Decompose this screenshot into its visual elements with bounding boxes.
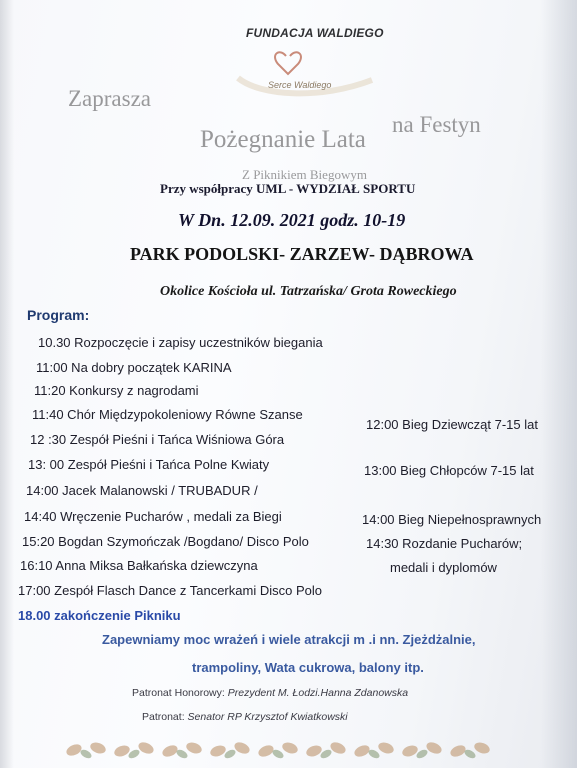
program-item: 16:10 Anna Miksa Bałkańska dziewczyna — [20, 558, 258, 573]
patron-value: Senator RP Krzysztof Kwiatkowski — [187, 711, 348, 723]
program-heading: Program: — [27, 307, 90, 323]
run-item: medali i dyplomów — [390, 560, 497, 575]
program-item: 15:20 Bogdan Szymończak /Bogdano/ Disco Polo — [22, 534, 309, 549]
program-item-closing: 18.00 zakończenie Pikniku — [18, 608, 181, 623]
run-item: 13:00 Bieg Chłopców 7-15 lat — [364, 463, 534, 478]
honorary-label: Patronat Honorowy: — [132, 687, 225, 699]
cooperation-line: Przy współpracy UML - WYDZIAŁ SPORTU — [160, 181, 416, 196]
event-date: W Dn. 12.09. 2021 godz. 10-19 — [178, 210, 406, 230]
location-detail: Okolice Kościoła ul. Tatrzańska/ Grota Roweckiego — [160, 284, 457, 299]
program-item: 11:20 Konkursy z nagrodami — [34, 383, 199, 398]
honorary-patronage — [132, 687, 408, 699]
event-location: PARK PODOLSKI- ZARZEW- DĄBROWA — [130, 244, 474, 264]
paper-shadow-left — [0, 0, 14, 768]
program-item: 14:00 Jacek Malanowski / TRUBADUR / — [26, 483, 258, 498]
heart-logo-icon — [230, 48, 380, 98]
run-item: 14:00 Bieg Niepełnosprawnych — [362, 512, 542, 527]
logo-name: FUNDACJA WALDIEGO — [246, 26, 384, 40]
patronage — [142, 711, 348, 723]
leaf-border-icon — [64, 738, 504, 762]
attractions-line-1: Zapewniamy moc wrażeń i wiele atrakcji m .i nn. Zjeżdżalnie, — [102, 632, 476, 647]
invite-left: Zaprasza — [68, 86, 151, 111]
program-item: 10.30 Rozpoczęcie i zapisy uczestników biegania — [38, 335, 323, 350]
paper-shadow-right — [541, 0, 577, 768]
run-item: 14:30 Rozdanie Pucharów; — [366, 536, 523, 551]
program-item: 17:00 Zespół Flasch Dance z Tancerkami Disco Polo — [18, 583, 322, 598]
logo-tagline: Serce Waldiego — [268, 80, 332, 90]
attractions-line-2: trampoliny, Wata cukrowa, balony itp. — [192, 660, 424, 675]
patron-label: Patronat: — [142, 711, 185, 723]
event-subtitle: Z Piknikiem Biegowym — [242, 167, 367, 182]
invite-right: na Festyn — [392, 112, 481, 137]
program-item: 11:40 Chór Międzypokoleniowy Równe Szanse — [32, 407, 303, 422]
program-item: 12 :30 Zespół Pieśni i Tańca Wiśniowa Góra — [30, 432, 285, 447]
program-item: 13: 00 Zespół Pieśni i Tańca Polne Kwiaty — [28, 457, 270, 472]
honorary-value: Prezydent M. Łodzi.Hanna Zdanowska — [227, 687, 409, 699]
program-item: 14:40 Wręczenie Pucharów , medali za Biegi — [24, 509, 282, 524]
event-title: Pożegnanie Lata — [200, 126, 366, 153]
run-item: 12:00 Bieg Dziewcząt 7-15 lat — [366, 417, 538, 432]
program-item: 11:00 Na dobry początek KARINA — [36, 360, 232, 375]
